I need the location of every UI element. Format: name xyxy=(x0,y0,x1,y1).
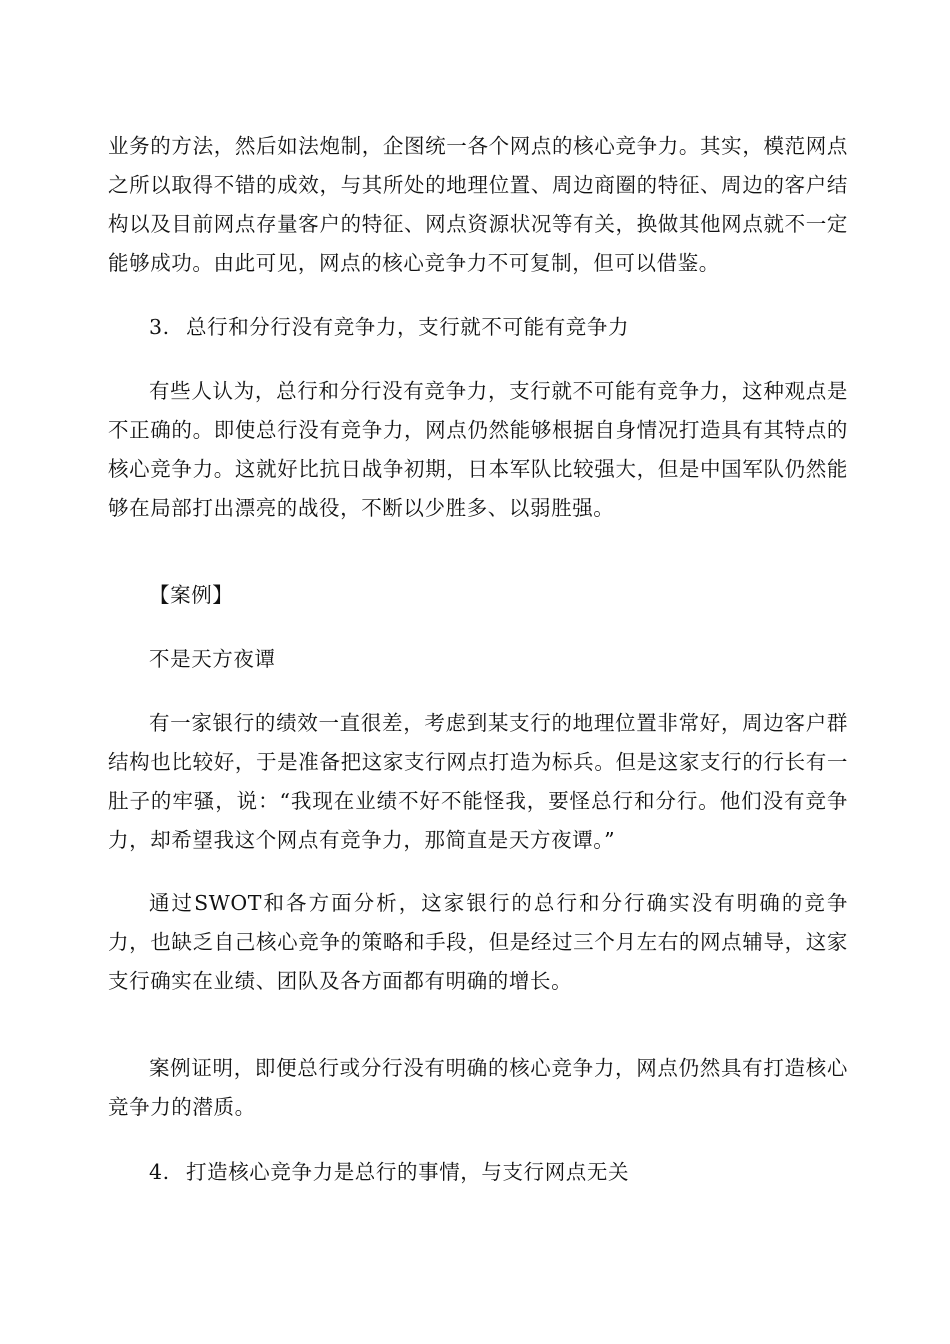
case-label: 【案例】 xyxy=(149,583,234,607)
paragraph-swot-analysis: 通过SWOT和各方面分析，这家银行的总行和分行确实没有明确的竞争力，也缺乏自己核心竞争的策略和手段，但是经过三个月左右的网点辅导，这家支行确实在业绩、团队及各方面都有明确的增长。 xyxy=(108,891,848,993)
paragraph-model-branch: 业务的方法，然后如法炮制，企图统一各个网点的核心竞争力。其实，模范网点之所以取得不错的成效，与其所处的地理位置、周边商圈的特征、周边的客户结构以及目前网点存量客户的特征、网点资源状况等有关，换做其他网点就不一定能够成功。由此可见，网点的核心竞争力不可复制，但可以借鉴。 xyxy=(108,134,848,275)
case-title: 不是天方夜谭 xyxy=(149,647,276,671)
section-heading-3 xyxy=(149,308,629,347)
section-heading-4 xyxy=(149,1153,629,1192)
paragraph-case-conclusion: 案例证明，即便总行或分行没有明确的核心竞争力，网点仍然具有打造核心竞争力的潜质。 xyxy=(108,1056,848,1119)
section-number: 4. xyxy=(149,1160,170,1184)
paragraph-competitiveness-view: 有些人认为，总行和分行没有竞争力，支行就不可能有竞争力，这种观点是不正确的。即使总行没有竞争力，网点仍然能够根据自身情况打造具有其特点的核心竞争力。这就好比抗日战争初期，日本军队比较强大，但是中国军队仍然能够在局部打出漂亮的战役，不断以少胜多、以弱胜强。 xyxy=(108,379,848,520)
paragraph-case-story: 有一家银行的绩效一直很差，考虑到某支行的地理位置非常好，周边客户群结构也比较好，于是准备把这家支行网点打造为标兵。但是这家支行的行长有一肚子的牢骚，说：“我现在业绩不好不能怪我，要怪总行和分行。他们没有竞争力，却希望我这个网点有竞争力，那简直是天方夜谭。” xyxy=(108,711,848,852)
section-heading-text: 打造核心竞争力是总行的事情，与支行网点无关 xyxy=(186,1160,630,1184)
section-heading-text: 总行和分行没有竞争力，支行就不可能有竞争力 xyxy=(186,315,630,339)
section-number: 3. xyxy=(149,315,170,339)
